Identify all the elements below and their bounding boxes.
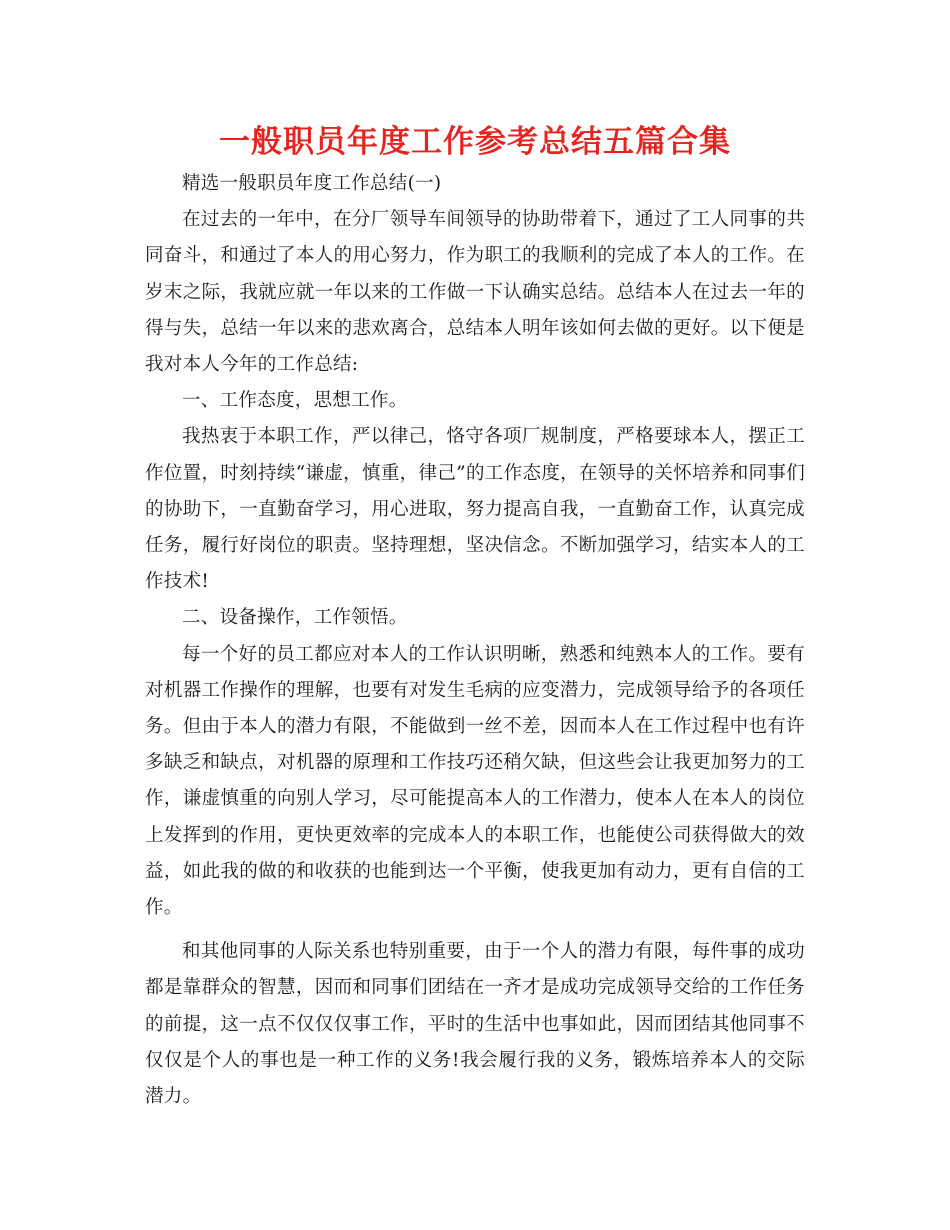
section-heading-work-attitude: 一、工作态度，思想工作。 <box>182 390 408 412</box>
paragraph-work-attitude: 我热衷于本职工作，严以律己，恪守各项厂规制度，严格要球本人，摆正工作位置，时刻持续“谦虚，慎重，律己”的工作态度，在领导的关怀培养和同事们的协助下，一直勤奋学习，用心进取，努力提高自我，一直勤奋工作，认真完成任务，履行好岗位的职责。坚持理想，坚决信念。不断加强学习，结实本人的工作技术! <box>145 426 805 593</box>
section-heading-equipment: 二、设备操作，工作领悟。 <box>182 607 408 629</box>
section-heading-1: 精选一般职员年度工作总结(一) <box>182 173 442 194</box>
document-title: 一般职员年度工作参考总结五篇合集 <box>219 124 731 160</box>
paragraph-intro: 在过去的一年中，在分厂领导车间领导的协助带着下，通过了工人同事的共同奋斗，和通过了本人的用心努力，作为职工的我顺利的完成了本人的工作。在岁末之际，我就应就一年以来的工作做一下认确实总结。总结本人在过去一年的得与失，总结一年以来的悲欢离合，总结本人明年该如何去做的更好。以下便是我对本人今年的工作总结: <box>145 209 805 376</box>
paragraph-relationships: 和其他同事的人际关系也特别重要，由于一个人的潜力有限，每件事的成功都是靠群众的智慧，因而和同事们团结在一齐才是成功完成领导交给的工作任务的前提，这一点不仅仅仅事工作，平时的生活中也事如此，因而团结其他同事不仅仅是个人的事也是一种工作的义务!我会履行我的义务，锻炼培养本人的交际潜力。 <box>145 941 805 1108</box>
document-body <box>145 166 805 1115</box>
paragraph-equipment: 每一个好的员工都应对本人的工作认识明晰，熟悉和纯熟本人的工作。要有对机器工作操作的理解，也要有对发生毛病的应变潜力，完成领导给予的各项任务。但由于本人的潜力有限，不能做到一丝不差，因而本人在工作过程中也有许多缺乏和缺点，对机器的原理和工作技巧还稍欠缺，但这些会让我更加努力的工作，谦虚慎重的向别人学习，尽可能提高本人的工作潜力，使本人在本人的岗位上发挥到的作用，更快更效率的完成本人的本职工作，也能使公司获得做大的效益，如此我的做的和收获的也能到达一个平衡，使我更加有动力，更有自信的工作。 <box>145 643 805 919</box>
